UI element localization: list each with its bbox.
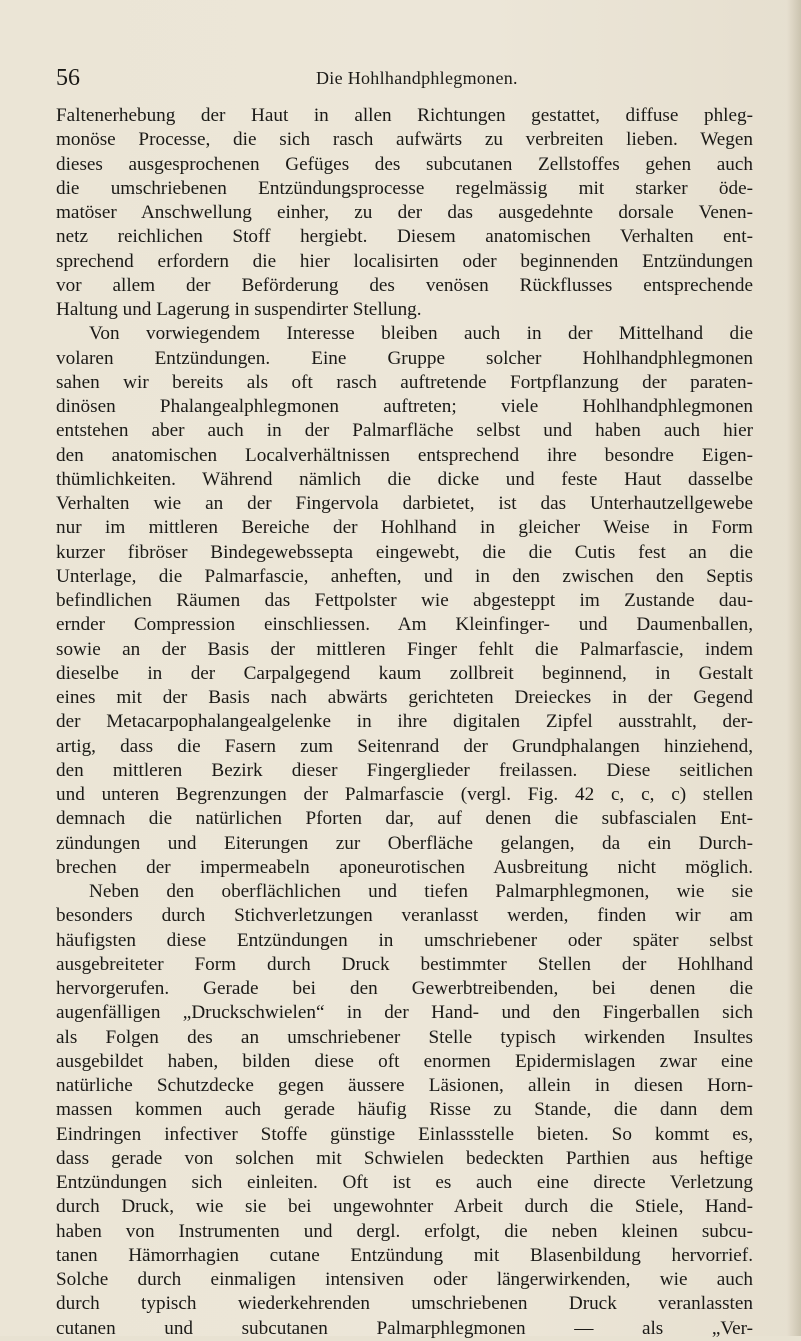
text-line: thümlichkeiten. Während nämlich die dicke und feste Haut dasselbe xyxy=(56,468,753,490)
text-line: befindlichen Räumen das Fettpolster wie abgesteppt im Zustande dau- xyxy=(56,590,753,611)
text-line: sprechend erfordern die hier localisirten oder beginnenden Entzündungen xyxy=(56,250,753,272)
text-line: besonders durch Stichverletzungen veranlasst werden, finden wir am xyxy=(56,905,753,927)
text-line: augenfälligen „Druckschwielen“ in der Hand- und den Fingerballen sich xyxy=(56,1002,753,1024)
text-line: eines mit der Basis nach abwärts gerichteten Dreieckes in der Gegend xyxy=(56,687,753,708)
text-line: den anatomischen Localverhältnissen entsprechend ihre besondre Eigen- xyxy=(56,444,753,466)
text-line: und unteren Begrenzungen der Palmarfascie (vergl. Fig. 42 c, c, c) stellen xyxy=(56,784,753,805)
text-line: matöser Anschwellung einher, zu der das ausgedehnte dorsale Venen- xyxy=(56,202,753,223)
text-line: netz reichlichen Stoff hergiebt. Diesem anatomischen Verhalten ent- xyxy=(56,226,753,248)
text-line: ausgebildet haben, bilden diese oft enormen Epidermislagen zwar eine xyxy=(56,1050,753,1072)
text-line: kurzer fibröser Bindegewebssepta eingewebt, die die Cutis fest an die xyxy=(56,541,753,563)
running-head: Die Hohlhandphlegmonen. xyxy=(316,68,518,88)
text-line: haben von Instrumenten und dergl. erfolgt, die neben kleinen subcu- xyxy=(56,1220,753,1242)
text-line: Neben den oberflächlichen und tiefen Palmarphlegmonen, wie sie xyxy=(89,881,753,902)
body-text xyxy=(56,104,753,1341)
text-line: sahen wir bereits als oft rasch auftretende Fortpflanzung der paraten- xyxy=(56,371,753,393)
text-line: häufigsten diese Entzündungen in umschriebener oder später selbst xyxy=(56,929,753,951)
text-line: dieses ausgesprochenen Gefüges des subcutanen Zellstoffes gehen auch xyxy=(56,153,753,175)
text-line: artig, dass die Fasern zum Seitenrand der Grundphalangen hinziehend, xyxy=(56,735,753,757)
text-line: volaren Entzündungen. Eine Gruppe solcher Hohlhandphlegmonen xyxy=(56,347,753,369)
text-line: durch typisch wiederkehrenden umschriebenen Druck veranlassten xyxy=(56,1293,753,1315)
text-line: dinösen Phalangealphlegmonen auftreten; viele Hohlhandphlegmonen xyxy=(56,396,753,417)
page-number: 56 xyxy=(56,65,80,91)
text-line: monöse Processe, die sich rasch aufwärts zu verbreiten lieben. Wegen xyxy=(56,129,753,151)
text-line: brechen der impermeabeln aponeurotischen Ausbreitung nicht möglich. xyxy=(56,856,753,878)
text-line: der Metacarpophalangealgelenke in ihre digitalen Zipfel ausstrahlt, der- xyxy=(56,711,753,733)
text-line: cutanen und subcutanen Palmarphlegmonen — als „Ver- xyxy=(56,1317,753,1339)
text-line: dieselbe in der Carpalgegend kaum zollbreit beginnend, in Gestalt xyxy=(56,662,753,684)
text-line: den mittleren Bezirk dieser Fingerglieder freilassen. Diese seitlichen xyxy=(56,759,753,781)
text-line: Entzündungen sich einleiten. Oft ist es auch eine directe Verletzung xyxy=(56,1172,753,1193)
text-line: demnach die natürlichen Pforten dar, auf denen die subfascialen Ent- xyxy=(56,808,753,830)
page-header xyxy=(56,62,752,98)
text-line: Unterlage, die Palmarfascie, anheften, und in den zwischen den Septis xyxy=(56,565,753,587)
text-line: vor allem der Beförderung des venösen Rückflusses entsprechende xyxy=(56,274,753,296)
text-line: durch Druck, wie sie bei ungewohnter Arbeit durch die Stiele, Hand- xyxy=(56,1196,753,1218)
text-line: entstehen aber auch in der Palmarfläche selbst und haben auch hier xyxy=(56,420,753,442)
text-line: tanen Hämorrhagien cutane Entzündung mit Blasenbildung hervorrief. xyxy=(56,1244,753,1266)
text-line: die umschriebenen Entzündungsprocesse regelmässig mit starker öde- xyxy=(56,177,753,199)
text-line: nur im mittleren Bereiche der Hohlhand in gleicher Weise in Form xyxy=(56,517,753,539)
page-edge-shadow xyxy=(787,0,801,1336)
text-line: Haltung und Lagerung in suspendirter Stellung. xyxy=(56,299,422,320)
text-line: sowie an der Basis der mittleren Finger fehlt die Palmarfascie, indem xyxy=(56,638,753,660)
text-line: Von vorwiegendem Interesse bleiben auch in der Mittelhand die xyxy=(89,323,753,345)
text-line: Eindringen infectiver Stoffe günstige Einlassstelle bieten. So kommt es, xyxy=(56,1123,753,1145)
text-line: ausgebreiteter Form durch Druck bestimmter Stellen der Hohlhand xyxy=(56,953,753,975)
text-line: Faltenerhebung der Haut in allen Richtungen gestattet, diffuse phleg- xyxy=(56,105,753,126)
text-line: Verhalten wie an der Fingervola darbietet, ist das Unterhautzellgewebe xyxy=(56,493,753,514)
text-line: hervorgerufen. Gerade bei den Gewerbtreibenden, bei denen die xyxy=(56,978,753,999)
text-line: zündungen und Eiterungen zur Oberfläche gelangen, da ein Durch- xyxy=(56,832,753,854)
text-line: natürliche Schutzdecke gegen äussere Läsionen, allein in diesen Horn- xyxy=(56,1075,753,1096)
text-line: ernder Compression einschliessen. Am Kleinfinger- und Daumenballen, xyxy=(56,614,753,636)
text-line: Solche durch einmaligen intensiven oder längerwirkenden, wie auch xyxy=(56,1269,753,1290)
text-line: massen kommen auch gerade häufig Risse zu Stande, die dann dem xyxy=(56,1099,753,1121)
text-line: als Folgen des an umschriebener Stelle typisch wirkenden Insultes xyxy=(56,1026,753,1048)
text-line: dass gerade von solchen mit Schwielen bedeckten Parthien aus heftige xyxy=(56,1147,753,1169)
